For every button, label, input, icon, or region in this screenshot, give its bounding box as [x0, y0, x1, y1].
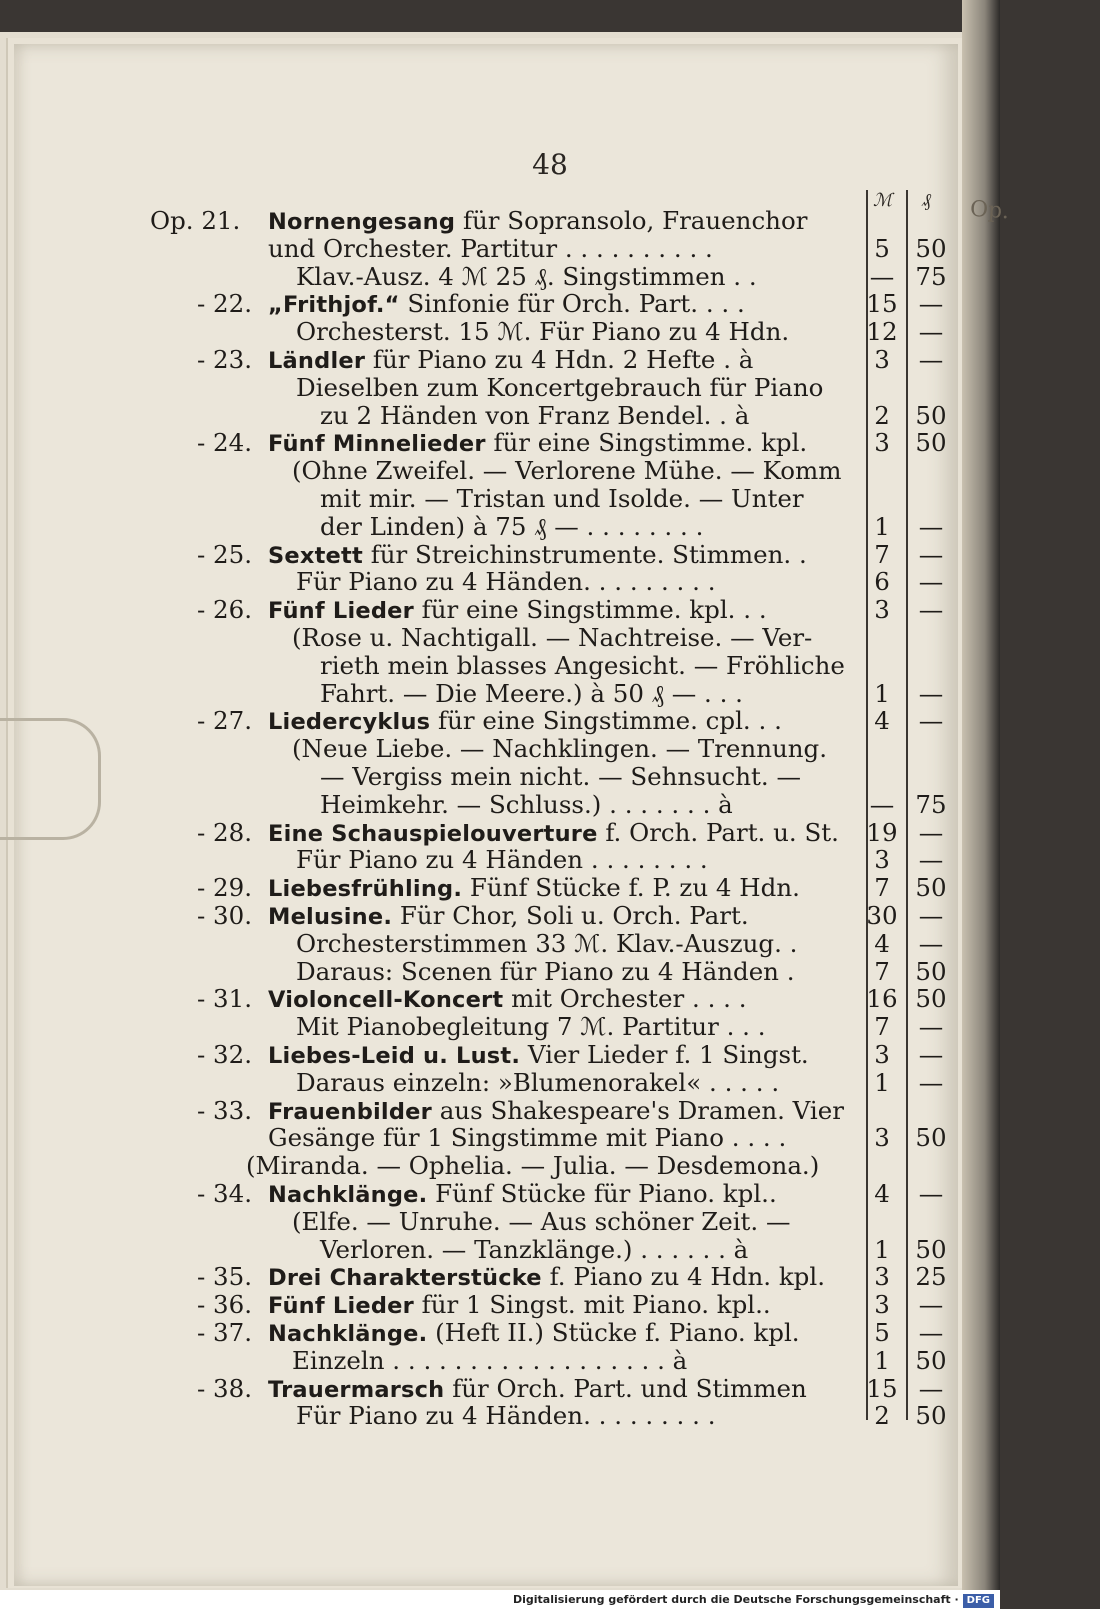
entry-text	[268, 1291, 848, 1320]
entry-description: f. Piano zu 4 Hdn. kpl.	[541, 1262, 825, 1292]
entry-text	[296, 1069, 848, 1097]
entry-text	[320, 513, 848, 541]
price-mark: 6	[874, 567, 890, 597]
work-title: Fünf Minnelieder	[268, 431, 486, 458]
entry-description: (Ohne Zweifel. — Verlorene Mühe. — Komm	[292, 456, 842, 486]
price-mark: 4	[874, 706, 890, 736]
catalog-line	[0, 1402, 1000, 1430]
digitization-footer	[0, 1590, 1000, 1609]
opus-number: - 37.	[196, 1318, 252, 1347]
price-mark: —	[869, 261, 895, 291]
price-pfennig: 50	[915, 1123, 947, 1153]
price-pfennig: —	[918, 511, 944, 541]
price-pfennig: 50	[915, 984, 947, 1014]
entry-text	[268, 1319, 848, 1348]
entry-text	[268, 1124, 848, 1152]
entry-description: Fünf Stücke f. P. zu 4 Hdn.	[462, 873, 800, 903]
entry-text	[268, 541, 848, 570]
price-pfennig: —	[918, 1373, 944, 1403]
price-pfennig: 50	[915, 1345, 947, 1375]
entry-description: Für Piano zu 4 Händen . . . . . . . .	[296, 845, 708, 875]
price-pfennig: 50	[915, 428, 947, 458]
work-title: Violoncell-Koncert	[268, 987, 504, 1014]
entry-text	[296, 374, 848, 402]
entry-description: Einzeln . . . . . . . . . . . . . . . . . . à	[292, 1345, 688, 1375]
work-title: Nornengesang	[268, 209, 456, 235]
price-pfennig: —	[918, 817, 944, 847]
entry-text	[296, 1402, 848, 1430]
price-pfennig: —	[918, 706, 944, 736]
entry-description: für Sopransolo, Frauenchor	[455, 206, 808, 235]
catalog-line	[0, 235, 1000, 263]
entry-description: Fünf Stücke für Piano. kpl..	[427, 1179, 777, 1208]
entry-description: Fahrt. — Die Meere.) à 50 ₰ — . . .	[320, 678, 743, 708]
entry-text	[268, 902, 848, 931]
catalog-line	[0, 1124, 1000, 1152]
catalog-line	[0, 958, 1000, 986]
price-mark: 1	[874, 1067, 890, 1097]
entry-description: zu 2 Händen von Franz Bendel. . à	[320, 400, 750, 430]
entry-description: Dieselben zum Koncertgebrauch für Piano	[296, 372, 824, 402]
entry-text	[320, 1236, 848, 1264]
price-pfennig: 75	[915, 261, 947, 291]
opus-number: - 38.	[196, 1373, 252, 1403]
price-pfennig: —	[918, 1040, 944, 1069]
entry-text	[292, 457, 848, 485]
entry-text	[268, 1375, 848, 1404]
opus-number: - 24.	[196, 428, 252, 458]
entry-text	[268, 429, 848, 458]
catalog-line	[0, 1208, 1000, 1236]
price-pfennig: 75	[915, 789, 947, 819]
entry-description: Heimkehr. — Schluss.) . . . . . . . à	[320, 789, 733, 819]
entry-description: mit mir. — Tristan und Isolde. — Unter	[320, 484, 804, 513]
entry-text	[320, 652, 848, 680]
entry-description: Orchesterstimmen 33 ℳ. Klav.-Auszug. .	[296, 928, 798, 958]
catalog-line	[0, 568, 1000, 596]
entry-description: Daraus: Scenen für Piano zu 4 Händen .	[296, 956, 795, 986]
entry-text	[296, 1013, 848, 1041]
work-title: Nachklänge.	[268, 1321, 428, 1347]
price-pfennig: —	[918, 1067, 944, 1097]
price-pfennig: —	[918, 928, 944, 958]
catalog-line	[0, 680, 1000, 708]
price-pfennig: —	[918, 678, 944, 708]
catalog-line	[0, 290, 1000, 318]
price-pfennig: 25	[915, 1262, 947, 1292]
work-title: Ländler	[268, 348, 366, 374]
catalog-line	[0, 624, 1000, 652]
price-mark: 3	[874, 845, 890, 875]
price-mark: 4	[874, 928, 890, 958]
price-pfennig: —	[918, 317, 944, 347]
price-pfennig: —	[918, 901, 944, 930]
catalog-line	[0, 1347, 1000, 1375]
price-pfennig: 50	[915, 400, 947, 430]
catalog-line	[0, 541, 1000, 569]
entry-description: mit Orchester . . . .	[503, 984, 747, 1014]
entry-text	[292, 1208, 848, 1236]
entry-text	[296, 846, 848, 874]
price-pfennig: —	[918, 539, 944, 569]
opus-number: - 31.	[196, 984, 252, 1014]
catalog-line	[0, 930, 1000, 958]
price-mark: 3	[874, 1290, 890, 1320]
entry-text	[292, 624, 848, 652]
entry-description: für Orch. Part. und Stimmen	[444, 1373, 807, 1403]
work-title: Liedercyklus	[268, 709, 431, 736]
opus-number: - 36.	[196, 1290, 252, 1320]
catalog-line	[0, 1263, 1000, 1291]
catalog-line	[0, 652, 1000, 680]
catalog-line	[0, 429, 1000, 457]
work-title: Fünf Lieder	[268, 1293, 414, 1320]
price-pfennig: —	[918, 289, 944, 319]
price-mark: 16	[866, 984, 898, 1014]
catalog-line	[0, 1236, 1000, 1264]
catalog-line	[0, 1375, 1000, 1403]
dfg-logo: DFG	[963, 1594, 994, 1608]
price-mark: 7	[874, 873, 890, 903]
price-mark: 12	[866, 317, 898, 347]
work-title: Liebes-Leid u. Lust.	[268, 1043, 521, 1069]
price-pfennig: —	[918, 1290, 944, 1320]
entry-description: Für Piano zu 4 Händen. . . . . . . . .	[296, 567, 716, 597]
opus-number: - 33.	[196, 1095, 252, 1125]
entry-text	[292, 1347, 848, 1375]
entry-description: Verloren. — Tanzklänge.) . . . . . . à	[320, 1234, 749, 1264]
entry-text	[320, 402, 848, 430]
entry-description: für Streichinstrumente. Stimmen. .	[362, 539, 807, 569]
opus-number: - 29.	[196, 873, 252, 903]
price-pfennig: 50	[915, 956, 947, 986]
entry-description: der Linden) à 75 ₰ — . . . . . . . .	[320, 511, 704, 541]
opus-number: - 35.	[196, 1262, 252, 1292]
entry-text	[320, 680, 848, 708]
price-pfennig: —	[918, 1318, 944, 1347]
entry-text	[268, 290, 848, 319]
price-pfennig: 50	[915, 1234, 947, 1264]
price-pfennig: 50	[915, 873, 947, 903]
catalog-line	[0, 902, 1000, 930]
entry-text	[268, 1097, 848, 1126]
entry-text	[268, 1180, 848, 1209]
price-mark: 3	[874, 345, 890, 374]
price-mark: 2	[874, 400, 890, 430]
work-title: Trauermarsch	[268, 1376, 445, 1403]
opus-number: - 27.	[196, 706, 252, 736]
entry-text	[296, 263, 848, 291]
entry-text	[268, 819, 848, 848]
entry-description: — Vergiss mein nicht. — Sehnsucht. —	[320, 762, 801, 791]
catalog-line	[0, 485, 1000, 513]
entry-text	[246, 1152, 848, 1180]
catalog-line	[0, 791, 1000, 819]
catalog-line	[0, 207, 1000, 235]
catalog-line	[0, 874, 1000, 902]
price-mark: 3	[874, 428, 890, 458]
catalog-line	[0, 402, 1000, 430]
price-pfennig: —	[918, 1179, 944, 1208]
entry-text	[268, 596, 848, 625]
price-pfennig: —	[918, 345, 944, 374]
work-title: Liebesfrühling.	[268, 876, 463, 903]
catalog-line	[0, 1041, 1000, 1069]
price-mark: 4	[874, 1179, 890, 1208]
entry-description: Orchesterst. 15 ℳ. Für Piano zu 4 Hdn.	[296, 317, 790, 347]
entry-text	[320, 763, 848, 791]
opus-number: - 32.	[196, 1040, 252, 1069]
entry-text	[296, 568, 848, 596]
entry-description: aus Shakespeare's Dramen. Vier	[431, 1095, 844, 1125]
price-mark: 7	[874, 1012, 890, 1042]
price-mark: 3	[874, 1040, 890, 1069]
catalog-line	[0, 1152, 1000, 1180]
catalog-line	[0, 763, 1000, 791]
catalog-line	[0, 457, 1000, 485]
price-mark: 15	[866, 289, 898, 319]
entry-text	[268, 235, 848, 263]
catalog-line	[0, 1069, 1000, 1097]
catalog-line	[0, 1291, 1000, 1319]
entry-description: Vier Lieder f. 1 Singst.	[520, 1040, 809, 1069]
price-pfennig: —	[918, 595, 944, 625]
catalog-line	[0, 846, 1000, 874]
entry-text	[268, 874, 848, 903]
work-title: Melusine.	[268, 904, 393, 930]
catalog-line	[0, 263, 1000, 291]
entry-text	[320, 485, 848, 513]
price-mark: 2	[874, 1401, 890, 1431]
price-mark: 1	[874, 1345, 890, 1375]
catalog-line	[0, 707, 1000, 735]
work-title: „Frithjof.“	[268, 292, 400, 319]
price-mark: 5	[874, 1318, 890, 1347]
entry-description: Für Chor, Soli u. Orch. Part.	[392, 901, 749, 930]
entry-text	[320, 791, 848, 819]
catalog-line	[0, 374, 1000, 402]
entry-text	[292, 735, 848, 763]
opus-number: - 30.	[196, 901, 252, 930]
work-title: Nachklänge.	[268, 1182, 428, 1208]
work-title: Frauenbilder	[268, 1098, 432, 1125]
catalog-line	[0, 735, 1000, 763]
price-mark: 3	[874, 595, 890, 625]
entry-description: (Elfe. — Unruhe. — Aus schöner Zeit. —	[292, 1206, 791, 1236]
catalog-line	[0, 318, 1000, 346]
work-title: Drei Charakterstücke	[268, 1265, 542, 1292]
price-pfennig: 50	[915, 1401, 947, 1431]
entry-text	[268, 207, 848, 236]
entry-text	[268, 346, 848, 375]
catalog-line	[0, 985, 1000, 1013]
entry-description: für eine Singstimme. kpl.	[485, 428, 808, 458]
opus-number: Op. 21.	[150, 206, 241, 235]
page-number: 48	[532, 148, 568, 181]
catalog-line	[0, 1319, 1000, 1347]
entry-description: für 1 Singst. mit Piano. kpl..	[413, 1290, 771, 1320]
entry-description: (Neue Liebe. — Nachklingen. — Trennung.	[292, 734, 828, 764]
entry-description: f. Orch. Part. u. St.	[597, 817, 839, 847]
entry-text	[296, 318, 848, 346]
entry-text	[268, 1041, 848, 1070]
catalog-line	[0, 1097, 1000, 1125]
price-pfennig: —	[918, 845, 944, 875]
catalog-line	[0, 1180, 1000, 1208]
entry-text	[268, 707, 848, 736]
entry-description: (Heft II.) Stücke f. Piano. kpl.	[427, 1318, 800, 1347]
price-mark: 1	[874, 511, 890, 541]
price-pfennig: 50	[915, 233, 947, 263]
catalog-line	[0, 346, 1000, 374]
entry-description: Daraus einzeln: »Blumenorakel« . . . . .	[296, 1067, 780, 1097]
footer-text: Digitalisierung gefördert durch die Deutsche Forschungsgemeinschaft ·	[512, 1593, 959, 1606]
price-mark: 19	[866, 817, 898, 847]
price-mark: 1	[874, 678, 890, 708]
price-mark: 15	[866, 1373, 898, 1403]
price-mark: 7	[874, 956, 890, 986]
mark-column-header: ℳ	[873, 190, 893, 211]
facing-page-text: Op.	[969, 196, 1010, 225]
entry-description: Sinfonie für Orch. Part. . . .	[399, 289, 745, 319]
entry-description: (Miranda. — Ophelia. — Julia. — Desdemona.)	[246, 1151, 820, 1181]
price-mark: 3	[874, 1262, 890, 1292]
catalog-line	[0, 819, 1000, 847]
entry-text	[296, 930, 848, 958]
price-mark: 5	[874, 233, 890, 263]
entry-description: für Piano zu 4 Hdn. 2 Hefte . à	[365, 345, 754, 374]
entry-text	[296, 958, 848, 986]
opus-number: - 34.	[196, 1179, 252, 1208]
entry-description: für eine Singstimme. kpl. . .	[413, 595, 767, 625]
entry-description: Klav.-Ausz. 4 ℳ 25 ₰. Singstimmen . .	[296, 261, 757, 291]
price-mark: 7	[874, 539, 890, 569]
opus-number: - 26.	[196, 595, 252, 625]
price-mark: 3	[874, 1123, 890, 1153]
entry-description: für eine Singstimme. cpl. . .	[430, 706, 782, 736]
entry-description: Mit Pianobegleitung 7 ℳ. Partitur . . .	[296, 1012, 766, 1042]
price-pfennig: —	[918, 1012, 944, 1042]
catalog-line	[0, 1013, 1000, 1041]
opus-number: - 23.	[196, 345, 252, 374]
opus-number: - 28.	[196, 817, 252, 847]
catalog-line	[0, 513, 1000, 541]
entry-description: Für Piano zu 4 Händen. . . . . . . . .	[296, 1401, 716, 1431]
price-mark: —	[869, 789, 895, 819]
price-mark: 1	[874, 1234, 890, 1264]
work-title: Eine Schauspielouverture	[268, 820, 598, 847]
work-title: Sextett	[268, 542, 363, 569]
price-mark: 30	[866, 901, 898, 930]
catalog-line	[0, 596, 1000, 624]
entry-description: (Rose u. Nachtigall. — Nachtreise. — Ver-	[292, 623, 813, 652]
entry-text	[268, 1263, 848, 1292]
entry-description: rieth mein blasses Angesicht. — Fröhliche	[320, 650, 845, 680]
opus-number: - 25.	[196, 539, 252, 569]
work-title: Fünf Lieder	[268, 598, 414, 625]
price-pfennig: —	[918, 567, 944, 597]
pfennig-column-header: ₰	[922, 190, 931, 211]
entry-description: Gesänge für 1 Singstimme mit Piano . . . .	[268, 1123, 787, 1153]
entry-text	[268, 985, 848, 1014]
opus-number: - 22.	[196, 289, 252, 319]
entry-description: und Orchester. Partitur . . . . . . . . . .	[268, 233, 713, 263]
